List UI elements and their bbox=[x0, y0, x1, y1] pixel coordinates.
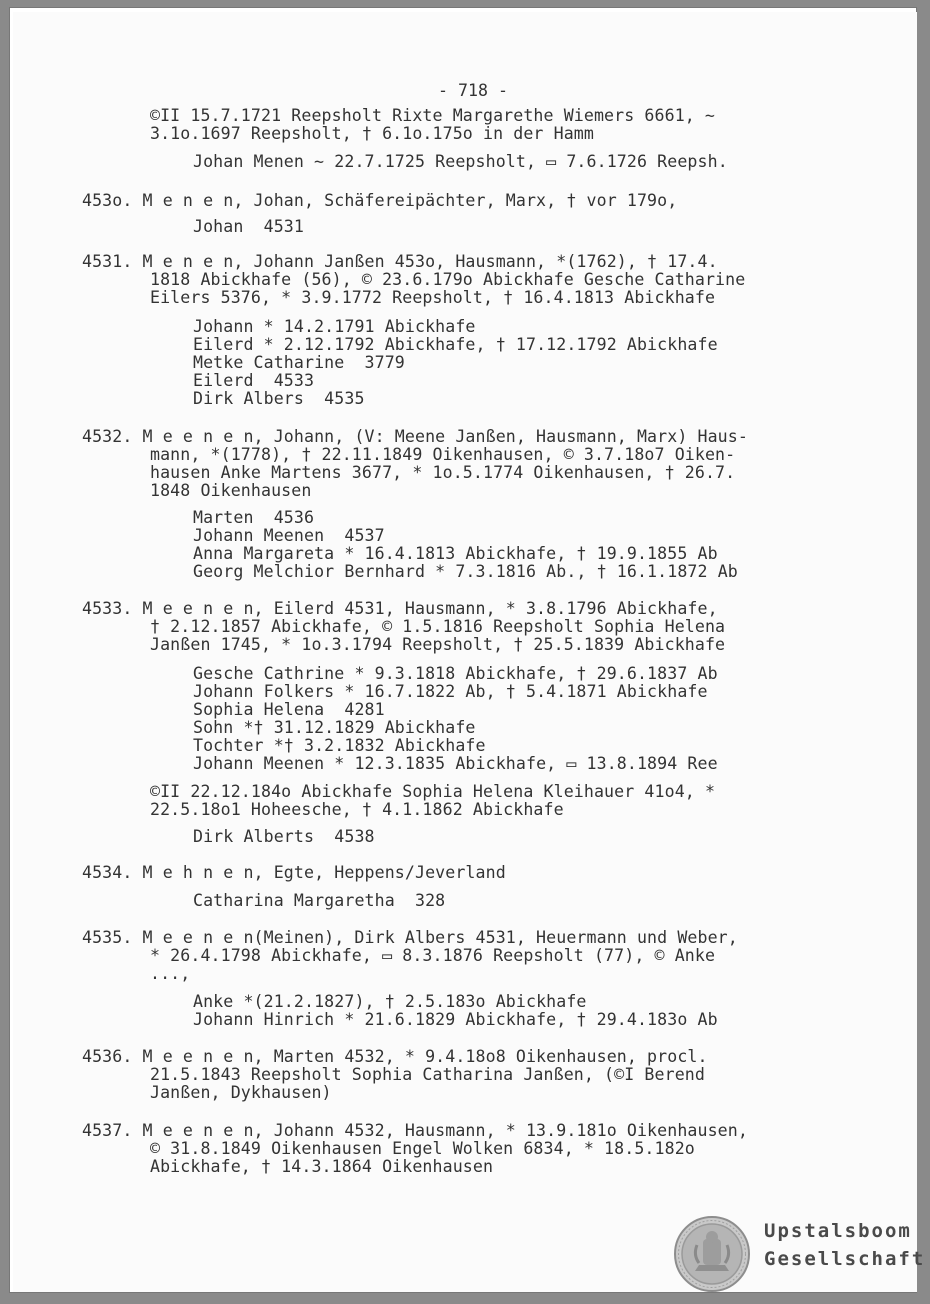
text-line: 4531. M e n e n, Johann Janßen 453o, Hausmann, *(1762), † 17.4. bbox=[82, 252, 718, 271]
text-line: ©II 22.12.184o Abickhafe Sophia Helena Kleihauer 41o4, * bbox=[150, 782, 716, 801]
text-line: Anna Margareta * 16.4.1813 Abickhafe, † 19.9.1855 Ab bbox=[193, 544, 718, 563]
text-line: 4534. M e h n e n, Egte, Heppens/Jeverland bbox=[82, 863, 506, 882]
text-line: 453o. M e n e n, Johan, Schäfereipächter, Marx, † vor 179o, bbox=[82, 191, 678, 210]
text-line: Janßen 1745, * 1o.3.1794 Reepsholt, † 25.5.1839 Abickhafe bbox=[150, 635, 726, 654]
text-line: Eilers 5376, * 3.9.1772 Reepsholt, † 16.4.1813 Abickhafe bbox=[150, 288, 716, 307]
text-line: Eilerd * 2.12.1792 Abickhafe, † 17.12.1792 Abickhafe bbox=[193, 335, 718, 354]
text-line: Dirk Albers 4535 bbox=[193, 389, 365, 408]
text-line: 4532. M e e n e n, Johann, (V: Meene Janßen, Hausmann, Marx) Haus- bbox=[82, 427, 748, 446]
text-line: Sohn *† 31.12.1829 Abickhafe bbox=[193, 718, 476, 737]
text-line: ©II 15.7.1721 Reepsholt Rixte Margarethe Wiemers 6661, ∼ bbox=[150, 106, 716, 125]
text-line: © 31.8.1849 Oikenhausen Engel Wolken 6834, * 18.5.182o bbox=[150, 1139, 695, 1158]
text-line: Catharina Margaretha 328 bbox=[193, 891, 446, 910]
text-line: Tochter *† 3.2.1832 Abickhafe bbox=[193, 736, 486, 755]
text-line: Johann Folkers * 16.7.1822 Ab, † 5.4.1871 Abickhafe bbox=[193, 682, 708, 701]
text-line: Johann Meenen 4537 bbox=[193, 526, 385, 545]
text-line: ..., bbox=[150, 964, 191, 983]
text-line: Metke Catharine 3779 bbox=[193, 353, 405, 372]
text-line: 1848 Oikenhausen bbox=[150, 481, 312, 500]
text-line: Johan 4531 bbox=[193, 217, 304, 236]
brand-line-2: Gesellschaft bbox=[764, 1248, 926, 1270]
seal-icon bbox=[673, 1215, 751, 1293]
text-line: Sophia Helena 4281 bbox=[193, 700, 385, 719]
document-page bbox=[13, 12, 926, 1292]
text-line: 1818 Abickhafe (56), © 23.6.179o Abickhafe Gesche Catharine bbox=[150, 270, 746, 289]
text-line: 22.5.18o1 Hoheesche, † 4.1.1862 Abickhafe bbox=[150, 800, 564, 819]
text-line: Anke *(21.2.1827), † 2.5.183o Abickhafe bbox=[193, 992, 587, 1011]
text-line: † 2.12.1857 Abickhafe, © 1.5.1816 Reepsholt Sophia Helena bbox=[150, 617, 726, 636]
text-line: Johan Menen ∼ 22.7.1725 Reepsholt, ▭ 7.6.1726 Reepsh. bbox=[193, 152, 728, 171]
text-line: mann, *(1778), † 22.11.1849 Oikenhausen, © 3.7.18o7 Oiken- bbox=[150, 445, 736, 464]
page-number: - 718 - bbox=[438, 81, 508, 100]
text-line: Dirk Alberts 4538 bbox=[193, 827, 375, 846]
text-line: * 26.4.1798 Abickhafe, ▭ 8.3.1876 Reepsholt (77), © Anke bbox=[150, 946, 716, 965]
brand-line-1: Upstalsboom bbox=[764, 1220, 912, 1242]
text-line: Johann Meenen * 12.3.1835 Abickhafe, ▭ 13.8.1894 Ree bbox=[193, 754, 718, 773]
text-line: Johann * 14.2.1791 Abickhafe bbox=[193, 317, 476, 336]
text-line: 4537. M e e n e n, Johann 4532, Hausmann, * 13.9.181o Oikenhausen, bbox=[82, 1121, 748, 1140]
text-line: 3.1o.1697 Reepsholt, † 6.1o.175o in der Hamm bbox=[150, 124, 594, 143]
text-line: Johann Hinrich * 21.6.1829 Abickhafe, † 29.4.183o Ab bbox=[193, 1010, 718, 1029]
text-line: Georg Melchior Bernhard * 7.3.1816 Ab., † 16.1.1872 Ab bbox=[193, 562, 738, 581]
text-line: Eilerd 4533 bbox=[193, 371, 315, 390]
text-line: 21.5.1843 Reepsholt Sophia Catharina Janßen, (©I Berend bbox=[150, 1065, 705, 1084]
text-line: 4535. M e e n e n(Meinen), Dirk Albers 4531, Heuermann und Weber, bbox=[82, 928, 738, 947]
text-line: hausen Anke Martens 3677, * 1o.5.1774 Oikenhausen, † 26.7. bbox=[150, 463, 736, 482]
text-line: 4536. M e e n e n, Marten 4532, * 9.4.18o8 Oikenhausen, procl. bbox=[82, 1047, 708, 1066]
text-line: Janßen, Dykhausen) bbox=[150, 1083, 332, 1102]
text-line: Gesche Cathrine * 9.3.1818 Abickhafe, † 29.6.1837 Ab bbox=[193, 664, 718, 683]
text-line: 4533. M e e n e n, Eilerd 4531, Hausmann, * 3.8.1796 Abickhafe, bbox=[82, 599, 718, 618]
text-line: Abickhafe, † 14.3.1864 Oikenhausen bbox=[150, 1157, 494, 1176]
text-line: Marten 4536 bbox=[193, 508, 315, 527]
